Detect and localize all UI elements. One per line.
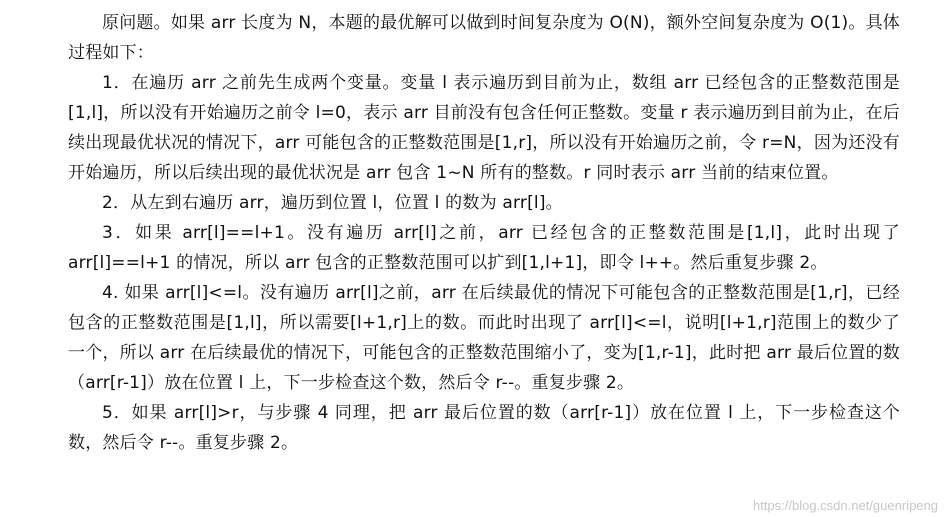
paragraph-step-3: 3．如果 arr[l]==l+1。没有遍历 arr[l]之前，arr 已经包含的正整数范围是[1,l]，此时出现了 arr[l]==l+1 的情况，所以 arr 包含的正整数范围可以扩到[1,l+1]，即令 l++。然后重复步骤 2。 — [68, 223, 900, 273]
paragraph-step-4: 4. 如果 arr[l]<=l。没有遍历 arr[l]之前，arr 在后续最优的情况下可能包含的正整数范围是[1,r]，已经包含的正整数范围是[1,l]，所以需要[l+1,r]上的数。而此时出现了 arr[l]<=l，说明[l+1,r]范围上的数少了一个，所以 arr 在后续最优的情况下，可能包含的正整数范围缩小了，变为[1,r-1]，此时把 arr 最后位置的数（arr[r-1]）放在位置 l 上，下一步检查这个数，然后令 r--。重复步骤 2。 — [68, 283, 900, 393]
paragraph-intro: 原问题。如果 arr 长度为 N，本题的最优解可以做到时间复杂度为 O(N)，额外空间复杂度为 O(1)。具体过程如下： — [68, 13, 900, 63]
paragraph-step-5: 5．如果 arr[l]>r，与步骤 4 同理，把 arr 最后位置的数（arr[r-1]）放在位置 l 上，下一步检查这个数，然后令 r--。重复步骤 2。 — [68, 403, 900, 453]
paragraph-step-1: 1．在遍历 arr 之前先生成两个变量。变量 l 表示遍历到目前为止，数组 arr 已经包含的正整数范围是[1,l]，所以没有开始遍历之前令 l=0，表示 arr 目前没有包含任何正整数。变量 r 表示遍历到目前为止，在后续出现最优状况的情况下，arr 可能包含的正整数范围是[1,r]，所以没有开始遍历之前，令 r=N，因为还没有开始遍历，所以后续出现的最优状况是 arr 包含 1~N 所有的整数。r 同时表示 arr 当前的结束位置。 — [68, 73, 900, 183]
paragraph-step-2: 2．从左到右遍历 arr，遍历到位置 l，位置 l 的数为 arr[l]。 — [102, 193, 563, 213]
watermark: https://blog.csdn.net/guenripeng — [752, 498, 938, 513]
document-body — [68, 8, 900, 458]
